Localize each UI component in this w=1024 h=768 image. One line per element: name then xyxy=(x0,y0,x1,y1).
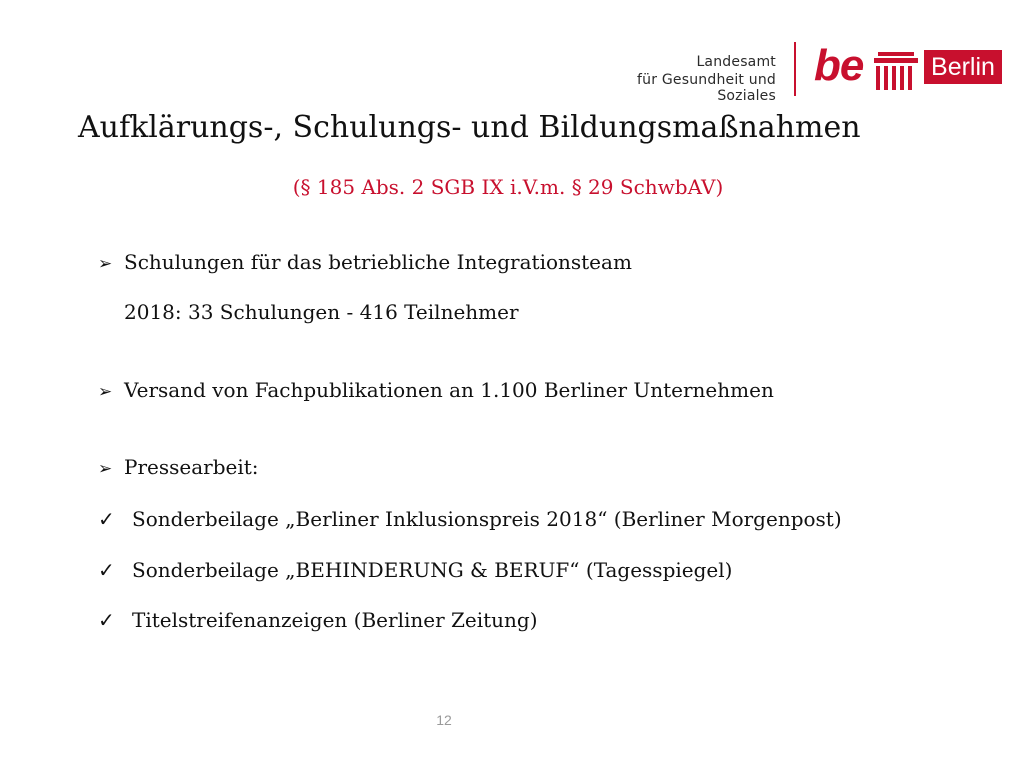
page-number-text: 12 xyxy=(436,712,452,728)
list-item xyxy=(98,453,259,483)
list-item xyxy=(98,298,519,326)
list-item xyxy=(98,606,538,634)
logo-divider xyxy=(794,42,796,96)
list-item-text: Versand von Fachpublikationen an 1.100 Berliner Unternehmen xyxy=(124,378,774,402)
list-item-text: Pressearbeit: xyxy=(124,455,259,479)
list-item-text: Schulungen für das betriebliche Integrationsteam xyxy=(124,250,632,274)
page-number xyxy=(0,712,1024,728)
berlin-logo-box: Berlin xyxy=(924,50,1002,84)
arrow-bullet-icon: ➢ xyxy=(98,459,113,479)
list-item-text: 2018: 33 Schulungen - 416 Teilnehmer xyxy=(124,300,519,324)
org-name-line1: Landesamt xyxy=(696,54,776,70)
subtitle-text: (§ 185 Abs. 2 SGB IX i.V.m. § 29 SchwbAV) xyxy=(292,175,724,199)
checkmark-icon: ✓ xyxy=(98,507,115,531)
org-name-line2: für Gesundheit und Soziales xyxy=(637,72,776,104)
header-logo xyxy=(578,41,1004,104)
list-item xyxy=(98,376,774,406)
slide-title: Aufklärungs-, Schulungs- und Bildungsmaßnahmen xyxy=(78,110,861,145)
brandenburg-gate-icon xyxy=(870,48,922,92)
list-item xyxy=(98,505,842,533)
list-item xyxy=(98,248,632,278)
checkmark-icon: ✓ xyxy=(98,558,115,582)
arrow-bullet-icon: ➢ xyxy=(98,382,113,402)
list-item-text: Sonderbeilage „BEHINDERUNG & BERUF“ (Tagesspiegel) xyxy=(132,558,733,582)
slide-subtitle xyxy=(0,172,1024,202)
list-item-text: Sonderbeilage „Berliner Inklusionspreis 2018“ (Berliner Morgenpost) xyxy=(132,507,842,531)
list-item-text: Titelstreifenanzeigen (Berliner Zeitung) xyxy=(132,608,538,632)
be-logo-mark: be xyxy=(814,41,864,90)
list-item xyxy=(98,556,732,584)
checkmark-icon: ✓ xyxy=(98,608,115,632)
arrow-bullet-icon: ➢ xyxy=(98,254,113,274)
